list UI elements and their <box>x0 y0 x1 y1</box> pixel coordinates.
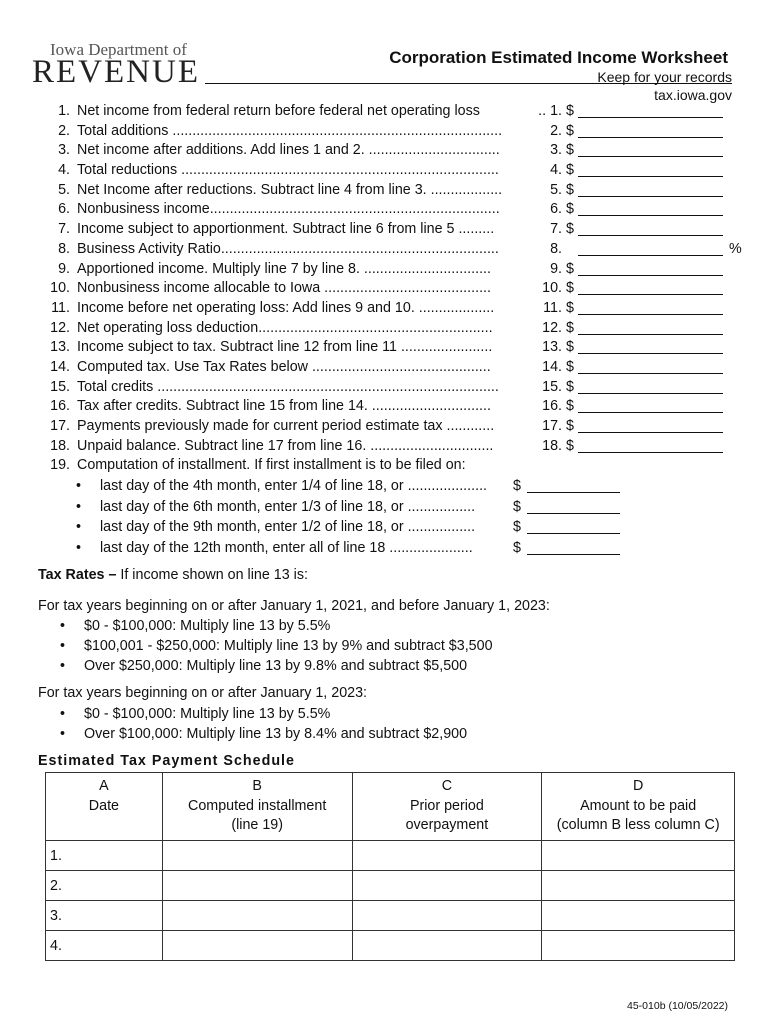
worksheet-line <box>0 260 770 280</box>
worksheet-line <box>0 417 770 437</box>
column-a-header: A Date <box>46 773 163 841</box>
line-number: 10. <box>50 280 70 297</box>
dollar-sign: $ <box>513 478 521 495</box>
column-d-header: D Amount to be paid (column B less column C) <box>542 773 735 841</box>
line-description: Net operating loss deduction........................................................... <box>77 319 493 336</box>
line-reference: 10. <box>542 280 562 297</box>
rate-item: • Over $250,000: Multiply line 13 by 9.8% and subtract $5,500 <box>60 658 468 674</box>
installment-line <box>0 497 770 518</box>
schedule-title: Estimated Tax Payment Schedule <box>38 753 295 769</box>
dollar-sign: $ <box>566 122 574 139</box>
overpayment-cell[interactable] <box>352 841 542 871</box>
payment-schedule-table <box>45 772 735 961</box>
bullet: • <box>76 478 82 495</box>
dollar-sign: $ <box>566 418 574 434</box>
rate-item: • $0 - $100,000: Multiply line 13 by 5.5% <box>60 618 331 634</box>
line-reference: 12. <box>542 319 562 336</box>
dollar-sign: $ <box>566 299 574 316</box>
dollar-sign: $ <box>566 260 574 277</box>
installment-amount-field[interactable] <box>527 513 620 514</box>
amount-field[interactable] <box>578 215 723 216</box>
line-number: 9. <box>58 260 70 277</box>
line-description: Apportioned income. Multiply line 7 by line 8. ................................ <box>77 260 491 277</box>
line-description: Income subject to tax. Subtract line 12 from line 11 ....................... <box>77 339 493 356</box>
amount-field[interactable] <box>578 393 723 394</box>
dollar-sign: $ <box>566 221 574 238</box>
line-description: Nonbusiness income......................................................................... <box>77 201 500 218</box>
line-description: Unpaid balance. Subtract line 17 from line 16. ............................... <box>77 437 494 454</box>
amount-field[interactable] <box>578 255 723 256</box>
installment-text: last day of the 4th month, enter 1/4 of line 18, or .................... <box>100 478 488 495</box>
amount-field[interactable] <box>578 156 723 157</box>
installment-cell[interactable] <box>162 901 352 931</box>
line-number: 19. <box>50 457 70 474</box>
row-number: 2. <box>46 871 163 901</box>
rates-period-2: For tax years beginning on or after January 1, 2023: <box>38 685 368 701</box>
line-reference: 17. <box>542 418 562 434</box>
line-description: Payments previously made for current period estimate tax ............ <box>77 418 495 434</box>
installment-line <box>0 517 770 538</box>
rate-item: • $0 - $100,000: Multiply line 13 by 5.5% <box>60 706 331 722</box>
keep-records-note: Keep for your records <box>597 69 732 85</box>
installment-amount-field[interactable] <box>527 554 620 555</box>
bullet: • <box>76 498 82 515</box>
line-reference: 15. <box>542 378 562 395</box>
worksheet-lines <box>0 102 770 558</box>
installment-cell[interactable] <box>162 931 352 961</box>
line-reference: 11. <box>543 299 562 316</box>
amount-field[interactable] <box>578 353 723 354</box>
line-reference: 4. <box>550 162 562 179</box>
table-row <box>46 871 735 901</box>
amount-field[interactable] <box>578 235 723 236</box>
installment-text: last day of the 6th month, enter 1/3 of line 18, or ................. <box>100 498 476 515</box>
dollar-sign: $ <box>566 103 574 119</box>
line-description: Tax after credits. Subtract line 15 from line 14. .............................. <box>77 398 491 415</box>
column-b-header: B Computed installment (line 19) <box>162 773 352 841</box>
dollar-sign: $ <box>566 181 574 198</box>
line-number: 12. <box>50 319 70 336</box>
line-number: 7. <box>58 221 70 238</box>
worksheet-line <box>0 279 770 299</box>
line-reference: 9. <box>550 260 562 277</box>
percent-sign: % <box>729 240 742 257</box>
worksheet-line <box>0 181 770 201</box>
dollar-sign: $ <box>566 398 574 415</box>
logo-department-text: Iowa Department of <box>50 40 187 59</box>
column-c-header: C Prior period overpayment <box>352 773 542 841</box>
installment-cell[interactable] <box>162 841 352 871</box>
dollar-sign: $ <box>566 378 574 395</box>
amount-field[interactable] <box>578 294 723 295</box>
installment-line <box>0 538 770 559</box>
worksheet-line <box>0 338 770 358</box>
line-description: Net income after additions. Add lines 1 and 2. ................................. <box>77 142 500 159</box>
line-reference: 14. <box>542 358 562 375</box>
worksheet-line <box>0 220 770 240</box>
line-number: 11. <box>51 299 70 316</box>
dollar-sign: $ <box>566 319 574 336</box>
line-number: 15. <box>50 378 70 395</box>
line-reference: .. 1. <box>538 103 562 119</box>
line-description: Nonbusiness income allocable to Iowa .......................................... <box>77 280 491 297</box>
line-description: Net income from federal return before federal net operating loss <box>77 103 480 119</box>
worksheet-line <box>0 397 770 417</box>
installment-text: last day of the 12th month, enter all of line 18 ..................... <box>100 539 473 556</box>
line-number: 6. <box>58 201 70 218</box>
worksheet-line <box>0 161 770 181</box>
table-row <box>46 841 735 871</box>
line-reference: 6. <box>550 201 562 218</box>
line-description: Income before net operating loss: Add lines 9 and 10. ................... <box>77 299 495 316</box>
line-reference: 2. <box>550 122 562 139</box>
worksheet-line <box>0 299 770 319</box>
line-description: Total reductions ................................................................................ <box>77 162 499 179</box>
rates-period-1: For tax years beginning on or after January 1, 2021, and before January 1, 2023: <box>38 598 550 614</box>
dollar-sign: $ <box>566 339 574 356</box>
dollar-sign: $ <box>566 358 574 375</box>
installment-amount-field[interactable] <box>527 492 620 493</box>
installment-text: last day of the 9th month, enter 1/2 of line 18, or ................. <box>100 519 476 536</box>
amount-field[interactable] <box>578 412 723 413</box>
dollar-sign: $ <box>513 539 521 556</box>
dollar-sign: $ <box>566 162 574 179</box>
overpayment-cell[interactable] <box>352 931 542 961</box>
line-number: 14. <box>50 358 70 375</box>
overpayment-cell[interactable] <box>352 901 542 931</box>
line-reference: 13. <box>542 339 562 356</box>
amount-cell[interactable] <box>542 871 735 901</box>
dollar-sign: $ <box>566 437 574 454</box>
dollar-sign: $ <box>566 201 574 218</box>
bullet: • <box>76 539 82 556</box>
line-reference: 18. <box>542 437 562 454</box>
worksheet-line <box>0 240 770 260</box>
worksheet-line <box>0 319 770 339</box>
line-description: Total additions ................................................................................... <box>77 122 503 139</box>
amount-field[interactable] <box>578 334 723 335</box>
worksheet-line <box>0 141 770 161</box>
line-reference: 16. <box>542 398 562 415</box>
line-reference: 3. <box>550 142 562 159</box>
installment-amount-field[interactable] <box>527 533 620 534</box>
line-reference: 5. <box>550 181 562 198</box>
worksheet-line <box>0 102 770 122</box>
worksheet-line <box>0 358 770 378</box>
amount-field[interactable] <box>578 373 723 374</box>
worksheet-line <box>0 200 770 220</box>
worksheet-line <box>0 122 770 142</box>
schedule-header-row <box>46 773 735 841</box>
overpayment-cell[interactable] <box>352 871 542 901</box>
line-number: 2. <box>58 122 70 139</box>
line-number: 18. <box>50 437 70 454</box>
rate-item: • Over $100,000: Multiply line 13 by 8.4% and subtract $2,900 <box>60 726 468 742</box>
dollar-sign: $ <box>566 142 574 159</box>
bullet: • <box>76 519 82 536</box>
page-title: Corporation Estimated Income Worksheet <box>389 48 728 67</box>
worksheet-line <box>0 456 770 476</box>
dollar-sign: $ <box>513 498 521 515</box>
row-number: 1. <box>46 841 163 871</box>
table-row <box>46 901 735 931</box>
amount-field[interactable] <box>578 137 723 138</box>
line-number: 5. <box>58 181 70 198</box>
amount-cell[interactable] <box>542 931 735 961</box>
installment-cell[interactable] <box>162 871 352 901</box>
line-number: 4. <box>58 162 70 179</box>
line-reference: 7. <box>550 221 562 238</box>
rate-item: • $100,001 - $250,000: Multiply line 13 by 9% and subtract $3,500 <box>60 638 493 654</box>
tax-rates-heading: Tax Rates – If income shown on line 13 is: <box>38 567 308 583</box>
line-description: Total credits ...................................................................................... <box>77 378 499 395</box>
line-number: 17. <box>50 418 70 434</box>
row-number: 3. <box>46 901 163 931</box>
website-text: tax.iowa.gov <box>654 87 732 103</box>
line-number: 8. <box>58 240 70 257</box>
line-description: Net Income after reductions. Subtract line 4 from line 3. .................. <box>77 181 503 198</box>
form-number: 45-010b (10/05/2022) <box>627 1000 728 1012</box>
amount-field[interactable] <box>578 176 723 177</box>
worksheet-line <box>0 437 770 457</box>
amount-field[interactable] <box>578 452 723 453</box>
amount-field[interactable] <box>578 117 723 118</box>
dollar-sign: $ <box>513 519 521 536</box>
worksheet-line <box>0 378 770 398</box>
amount-field[interactable] <box>578 314 723 315</box>
line-reference: 8. <box>550 240 562 257</box>
row-number: 4. <box>46 931 163 961</box>
amount-cell[interactable] <box>542 841 735 871</box>
line-description: Computation of installment. If first installment is to be filed on: <box>77 457 466 474</box>
amount-field[interactable] <box>578 196 723 197</box>
table-row <box>46 931 735 961</box>
dollar-sign: $ <box>566 280 574 297</box>
line-description: Business Activity Ratio...................................................................... <box>77 240 499 257</box>
line-number: 1. <box>58 103 70 119</box>
installment-line <box>0 476 770 497</box>
iowa-revenue-logo <box>30 40 202 90</box>
line-number: 3. <box>58 142 70 159</box>
line-description: Computed tax. Use Tax Rates below ............................................. <box>77 358 491 375</box>
amount-cell[interactable] <box>542 901 735 931</box>
amount-field[interactable] <box>578 432 723 433</box>
line-number: 13. <box>50 339 70 356</box>
amount-field[interactable] <box>578 275 723 276</box>
line-description: Income subject to apportionment. Subtract line 6 from line 5 ......... <box>77 221 495 238</box>
logo-revenue-text: REVENUE <box>32 54 200 90</box>
line-number: 16. <box>50 398 70 415</box>
